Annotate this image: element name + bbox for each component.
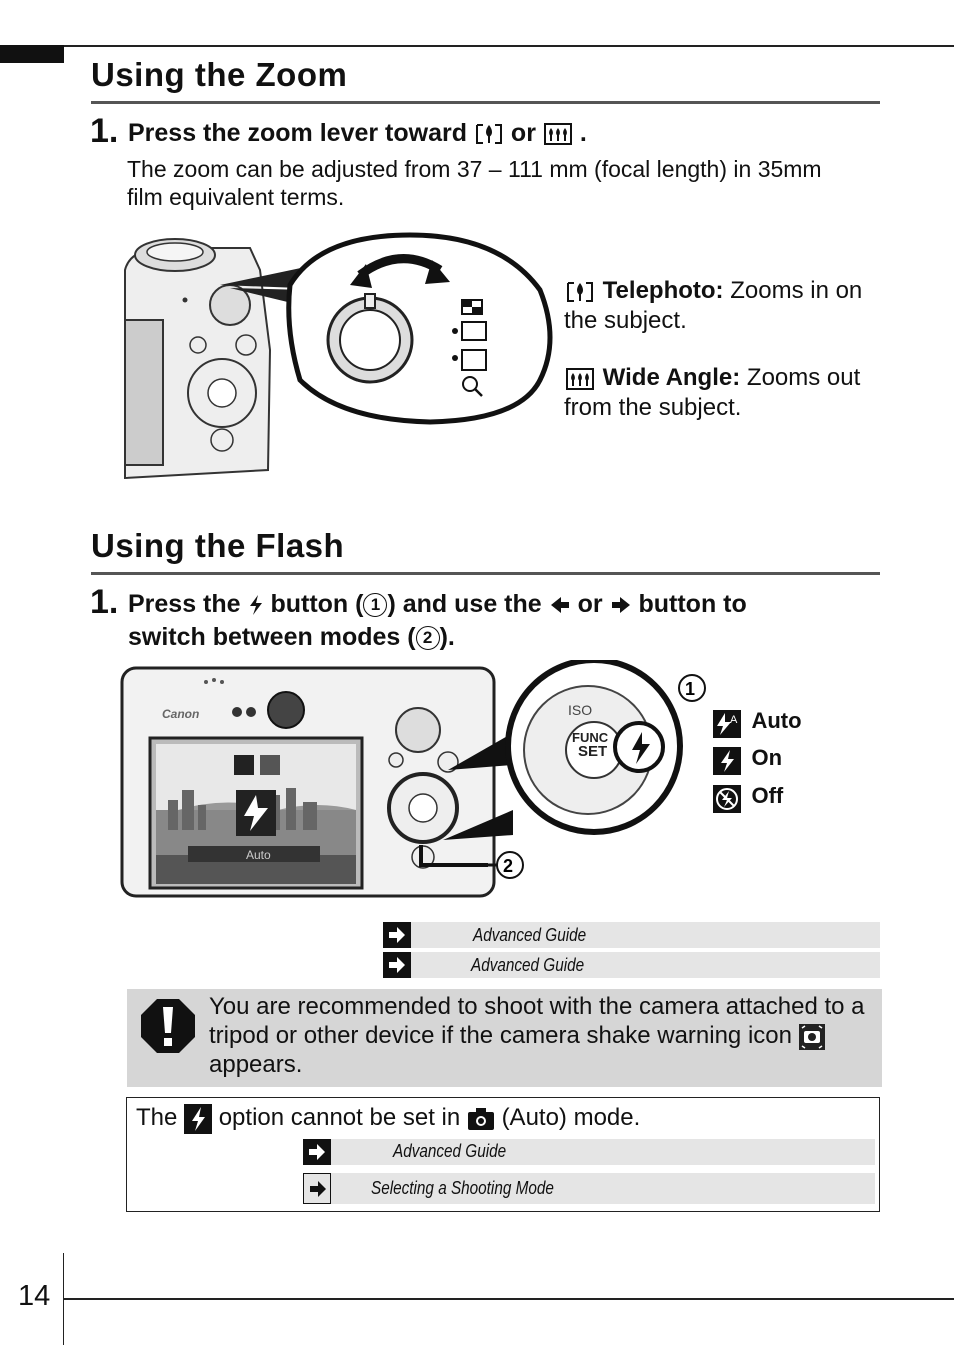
svg-text:ISO: ISO <box>568 702 593 718</box>
flash-step-c: ) and use the <box>387 590 542 618</box>
flash-icon <box>248 594 264 616</box>
note-text-a: The <box>136 1104 178 1131</box>
zoom-section-title: Using the Zoom <box>91 56 348 93</box>
zoom-camera-illustration <box>120 230 560 482</box>
flash-on-icon <box>184 1104 212 1134</box>
ref-row-2-text[interactable]: Advanced Guide <box>471 955 585 975</box>
auto-mode-camera-icon <box>467 1107 495 1131</box>
ref-arrow-icon <box>303 1173 331 1204</box>
ref-row-1-text[interactable]: Advanced Guide <box>473 925 587 945</box>
telephoto-label: Telephoto: <box>602 277 724 304</box>
note-ref-1-text[interactable]: Advanced Guide <box>393 1141 507 1161</box>
flash-step-number: 1. <box>90 583 119 621</box>
zoom-step-number: 1. <box>90 112 119 150</box>
flash-auto-icon <box>713 710 741 738</box>
svg-text:A: A <box>730 713 738 726</box>
caution-text-b: appears. <box>209 1051 303 1078</box>
right-arrow-icon <box>610 595 632 615</box>
note-ref-row-1[interactable] <box>303 1139 875 1165</box>
flash-mode-off-label: Off <box>751 783 784 808</box>
ref-row-1[interactable] <box>383 922 880 948</box>
zoom-step-heading <box>128 117 587 150</box>
caution-text <box>209 992 874 1079</box>
bottom-rule <box>63 1298 954 1300</box>
flash-camera-illustration <box>118 660 708 900</box>
ref-row-2[interactable] <box>383 952 880 978</box>
ref-arrow-icon <box>383 952 411 978</box>
note-ref-2-text[interactable]: Selecting a Shooting Mode <box>371 1178 554 1198</box>
flash-off-icon <box>713 785 741 813</box>
telephoto-desc: Zooms in on the subject. <box>564 277 863 334</box>
top-tab-block <box>0 45 64 63</box>
flash-mode-off <box>713 783 784 813</box>
telephoto-legend <box>564 276 864 336</box>
flash-section-rule <box>91 572 880 575</box>
note-text-c: (Auto) mode. <box>501 1104 641 1131</box>
caution-text-a: You are recommended to shoot with the camera attached to a tripod or other device if the camera shake warning icon <box>209 993 865 1049</box>
flash-step-a: Press the <box>128 590 241 618</box>
telephoto-icon <box>564 280 596 304</box>
zoom-step-text: Press the zoom lever toward <box>128 119 468 147</box>
flash-step-line2-end: ). <box>439 623 455 651</box>
note-box <box>126 1097 880 1212</box>
flash-step-or: or <box>577 590 603 618</box>
flash-step-d: button to <box>638 590 747 618</box>
caution-box <box>127 989 882 1087</box>
svg-text:SET: SET <box>578 743 608 760</box>
note-text-b: option cannot be set in <box>218 1104 461 1131</box>
wide-desc: Zooms out from the subject. <box>564 364 861 421</box>
callout-2-label: 2 <box>503 856 514 876</box>
note-text <box>136 1103 640 1134</box>
camera-brand: Canon <box>162 707 200 721</box>
flash-on-icon <box>713 747 741 775</box>
flash-mode-auto <box>713 708 802 738</box>
flash-mode-on-label: On <box>751 745 783 770</box>
svg-text:FUNC: FUNC <box>572 730 609 745</box>
flash-step-line2: switch between modes ( <box>128 623 416 651</box>
screen-mode-label: Auto <box>246 848 271 862</box>
wide-angle-icon <box>564 367 596 391</box>
telephoto-icon <box>474 122 504 146</box>
callout-2-icon: 2 <box>416 626 440 650</box>
zoom-step-or: or <box>510 119 536 147</box>
wide-angle-icon <box>543 122 573 146</box>
zoom-section-rule <box>91 101 880 104</box>
camera-shake-icon <box>799 1024 825 1050</box>
zoom-body-text: The zoom can be adjusted from 37 – 111 mm (focal length) in 35mm film equivalent terms. <box>127 156 822 210</box>
wide-legend <box>564 363 864 423</box>
left-arrow-icon <box>549 595 571 615</box>
callout-1-label: 1 <box>685 679 696 699</box>
flash-step-b: button ( <box>270 590 364 618</box>
flash-mode-auto-label: Auto <box>751 708 802 733</box>
flash-step-heading <box>128 588 888 654</box>
ref-arrow-icon <box>303 1139 331 1165</box>
top-rule <box>0 45 954 47</box>
note-ref-row-2[interactable] <box>303 1173 875 1204</box>
callout-1-icon: 1 <box>363 593 387 617</box>
ref-arrow-icon <box>383 922 411 948</box>
caution-icon <box>139 997 197 1055</box>
flash-mode-on <box>713 745 783 775</box>
zoom-step-end: . <box>579 119 587 147</box>
wide-label: Wide Angle: <box>602 364 741 391</box>
page-number: 14 <box>18 1280 51 1312</box>
flash-section-title: Using the Flash <box>91 527 345 564</box>
